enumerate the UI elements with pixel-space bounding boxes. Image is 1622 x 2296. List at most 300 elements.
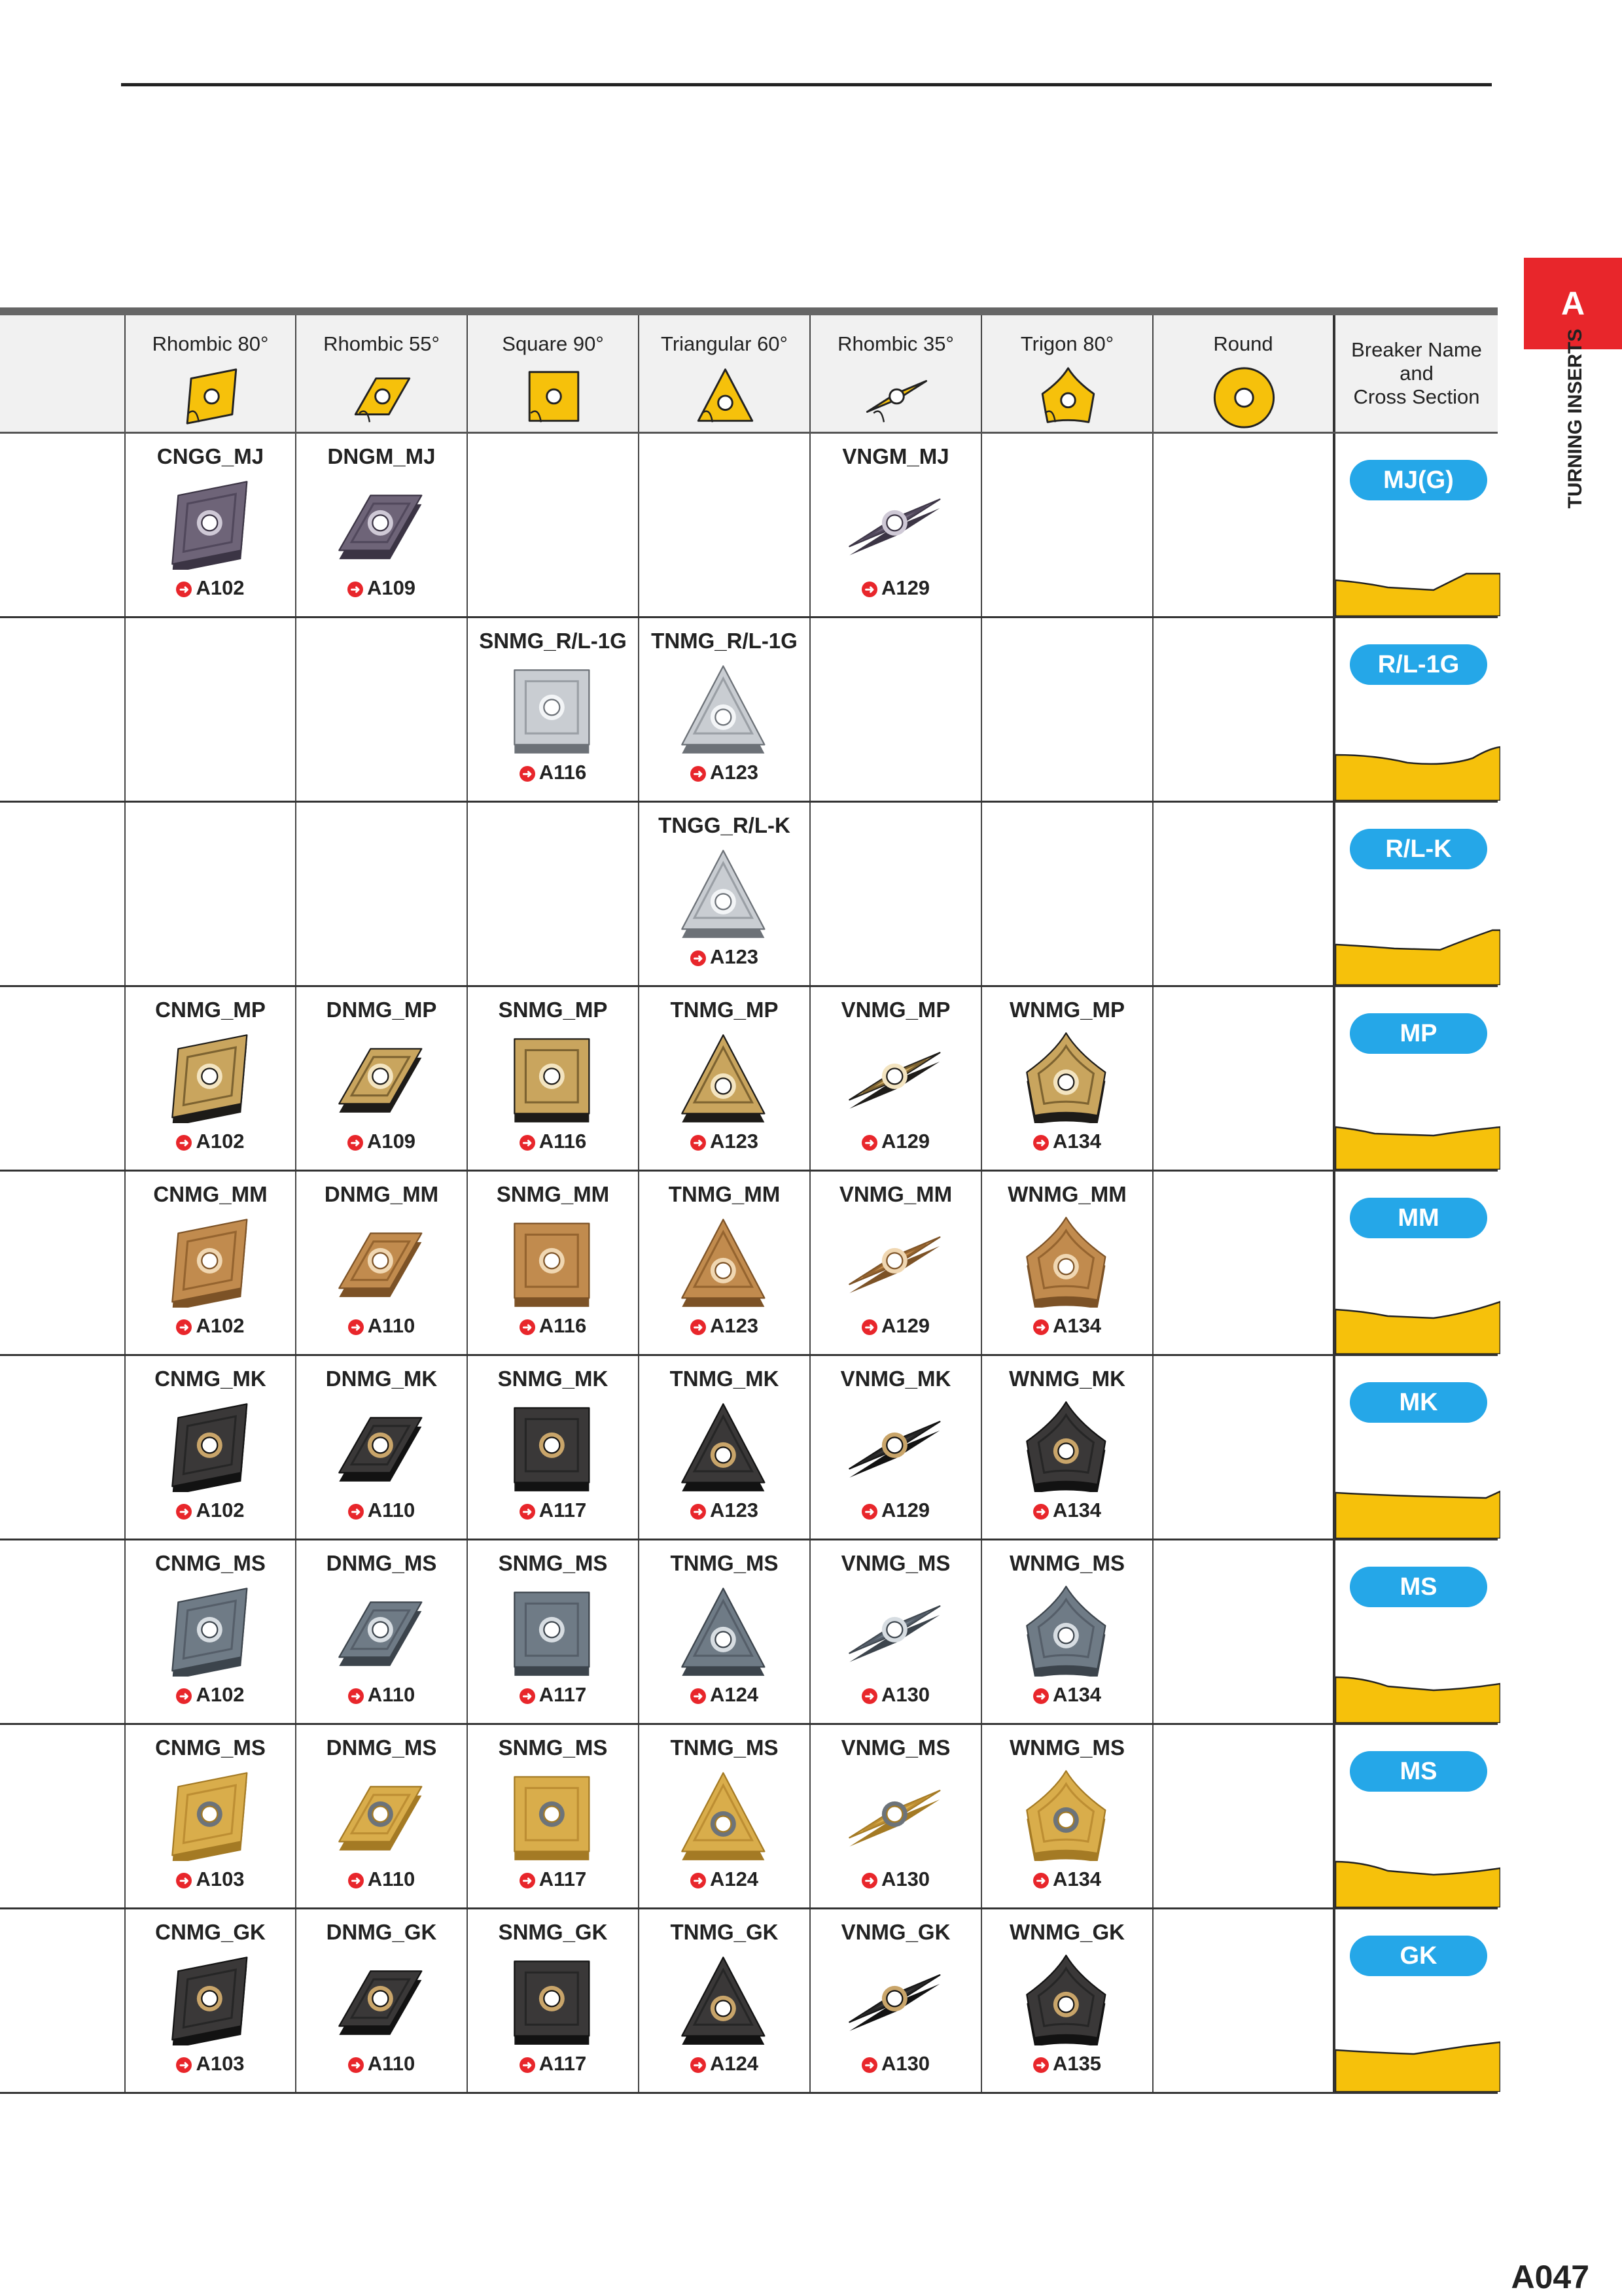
page-reference-label: A109: [366, 1130, 416, 1153]
insert-cell[interactable]: [981, 987, 1152, 1170]
insert-code: VNMG_MS: [841, 1551, 951, 1575]
page-reference[interactable]: [639, 1130, 809, 1153]
empty-cell: [124, 618, 295, 801]
breaker-badge[interactable]: GK: [1350, 1936, 1487, 1976]
trigon-80-icon: [1018, 362, 1116, 434]
arrow-right-icon: ➜: [1033, 1319, 1049, 1335]
breaker-badge[interactable]: MJ(G): [1350, 460, 1487, 500]
page-reference-label: A134: [1052, 1130, 1102, 1153]
table-row: [0, 1725, 1498, 1909]
insert-cell[interactable]: [809, 987, 981, 1170]
breaker-badge[interactable]: R/L-K: [1350, 829, 1487, 869]
insert-photo: [316, 1954, 447, 2045]
page-reference[interactable]: [468, 1499, 638, 1522]
insert-cell[interactable]: [124, 434, 295, 616]
page-reference-label: A135: [1052, 2052, 1102, 2075]
top-rule: [121, 83, 1492, 86]
arrow-right-icon: ➜: [1033, 1688, 1049, 1704]
page-reference[interactable]: [468, 1314, 638, 1338]
page-reference[interactable]: [982, 1683, 1152, 1707]
cross-section-profile: [1335, 1467, 1500, 1539]
breaker-cell: [1333, 987, 1498, 1170]
insert-code: TNGG_R/L-K: [658, 813, 790, 837]
insert-code: SNMG_MS: [498, 1551, 608, 1575]
page-reference[interactable]: [982, 1314, 1152, 1338]
page-reference[interactable]: [126, 1683, 295, 1707]
page-reference[interactable]: [639, 945, 809, 969]
section-tab[interactable]: A: [1524, 258, 1622, 349]
cross-section-profile: [1335, 1098, 1500, 1170]
page-reference[interactable]: [639, 1314, 809, 1338]
insert-photo: [487, 1954, 618, 2045]
page-reference-label: A102: [196, 1499, 245, 1522]
insert-photo: [145, 1216, 276, 1308]
arrow-right-icon: ➜: [520, 1135, 535, 1151]
column-header-1: [295, 315, 467, 432]
empty-cell: [1152, 434, 1333, 616]
insert-photo: [830, 478, 961, 570]
empty-cell: [1152, 1909, 1333, 2092]
insert-cell[interactable]: [981, 1540, 1152, 1723]
insert-cell[interactable]: [467, 1356, 638, 1539]
insert-code: VNGM_MJ: [842, 444, 949, 468]
insert-cell[interactable]: [638, 1540, 809, 1723]
page-reference-label: A117: [538, 1868, 587, 1890]
insert-cell[interactable]: [124, 1540, 295, 1723]
insert-code: WNMG_MP: [1010, 998, 1125, 1022]
page-reference-label: A117: [538, 1499, 587, 1522]
breaker-header-line2: and: [1400, 362, 1434, 385]
insert-photo: [830, 1585, 961, 1677]
breaker-badge[interactable]: MM: [1350, 1198, 1487, 1238]
insert-code: DNMG_GK: [326, 1920, 437, 1944]
insert-cell[interactable]: [638, 1356, 809, 1539]
insert-cell[interactable]: [295, 1909, 467, 2092]
column-header-label: Rhombic 80°: [152, 332, 269, 355]
arrow-right-icon: ➜: [176, 2057, 192, 2073]
page-reference-label: A110: [367, 1868, 415, 1890]
insert-photo: [145, 1954, 276, 2045]
page-reference[interactable]: [982, 2052, 1152, 2076]
square-90-icon: [504, 362, 602, 434]
insert-cell[interactable]: [981, 1909, 1152, 2092]
insert-photo: [1002, 1216, 1133, 1308]
page-reference-label: A102: [196, 1314, 245, 1337]
table-row: [0, 1356, 1498, 1540]
arrow-right-icon: ➜: [520, 766, 535, 782]
page-reference[interactable]: [811, 1868, 981, 1891]
page-reference[interactable]: [811, 2052, 981, 2076]
insert-cell[interactable]: [809, 1725, 981, 1907]
insert-cell[interactable]: [295, 1172, 467, 1354]
insert-cell[interactable]: [638, 1909, 809, 2092]
rhombic-55-icon: [332, 362, 431, 434]
page-reference-label: A134: [1052, 1499, 1102, 1522]
page-reference[interactable]: [126, 1499, 295, 1522]
page-reference-label: A129: [881, 1314, 930, 1337]
empty-cell: [1152, 1172, 1333, 1354]
insert-cell[interactable]: [638, 987, 809, 1170]
insert-code: CNGG_MJ: [156, 444, 264, 468]
breaker-badge[interactable]: MP: [1350, 1013, 1487, 1054]
page-reference[interactable]: [982, 1130, 1152, 1153]
column-header-6: [1152, 315, 1333, 432]
page-reference[interactable]: [296, 576, 467, 600]
insert-code: TNMG_GK: [670, 1920, 779, 1944]
insert-cell[interactable]: [124, 987, 295, 1170]
page-reference[interactable]: [126, 1868, 295, 1891]
breaker-cell: [1333, 434, 1498, 616]
arrow-right-icon: ➜: [348, 1688, 364, 1704]
insert-cell[interactable]: [981, 1356, 1152, 1539]
page-reference-label: A123: [709, 945, 759, 968]
page-reference-label: A130: [881, 1868, 930, 1890]
insert-cell[interactable]: [295, 434, 467, 616]
page-reference[interactable]: [468, 2052, 638, 2076]
insert-cell[interactable]: [638, 1172, 809, 1354]
insert-table: [0, 307, 1498, 2094]
insert-cell[interactable]: [124, 1172, 295, 1354]
insert-photo: [830, 1032, 961, 1123]
insert-code: CNMG_MS: [155, 1735, 266, 1760]
insert-code: SNMG_MM: [496, 1182, 610, 1206]
arrow-right-icon: ➜: [862, 1688, 877, 1704]
insert-photo: [830, 1769, 961, 1861]
insert-photo: [145, 1769, 276, 1861]
page-number: A047: [1511, 2259, 1589, 2295]
insert-cell[interactable]: [295, 987, 467, 1170]
column-header-3: [638, 315, 809, 432]
page-reference-label: A117: [538, 1683, 587, 1706]
insert-photo: [145, 478, 276, 570]
page-reference[interactable]: [639, 1499, 809, 1522]
insert-photo: [487, 1216, 618, 1308]
column-header-0: [124, 315, 295, 432]
arrow-right-icon: ➜: [520, 1873, 535, 1888]
insert-photo: [1002, 1585, 1133, 1677]
column-header-label: Round: [1213, 332, 1273, 355]
insert-photo: [145, 1585, 276, 1677]
insert-cell[interactable]: [981, 1725, 1152, 1907]
arrow-right-icon: ➜: [690, 950, 706, 966]
empty-cell: [124, 803, 295, 985]
page-reference[interactable]: [811, 1314, 981, 1338]
page-reference[interactable]: [811, 1683, 981, 1707]
page-reference-label: A123: [709, 761, 759, 784]
arrow-right-icon: ➜: [690, 2057, 706, 2073]
insert-cell[interactable]: [809, 1356, 981, 1539]
insert-cell[interactable]: [981, 1172, 1152, 1354]
arrow-right-icon: ➜: [862, 1873, 877, 1888]
arrow-right-icon: ➜: [348, 1873, 364, 1888]
empty-cell: [638, 434, 809, 616]
insert-cell[interactable]: [295, 1540, 467, 1723]
page-reference[interactable]: [811, 1499, 981, 1522]
insert-photo: [316, 1032, 447, 1123]
breaker-cell: [1333, 1909, 1498, 2092]
insert-photo: [145, 1400, 276, 1492]
table-row: [0, 434, 1498, 618]
insert-code: CNMG_MP: [155, 998, 266, 1022]
breaker-header-line3: Cross Section: [1353, 385, 1480, 408]
page-reference[interactable]: [468, 1868, 638, 1891]
arrow-right-icon: ➜: [520, 1688, 535, 1704]
arrow-right-icon: ➜: [1033, 2057, 1049, 2073]
insert-cell[interactable]: [295, 1356, 467, 1539]
page-reference[interactable]: [296, 1499, 467, 1522]
page-reference[interactable]: [296, 1868, 467, 1891]
empty-cell: [1152, 1356, 1333, 1539]
insert-photo: [487, 1400, 618, 1492]
page-reference-label: A110: [367, 1683, 415, 1706]
page-reference[interactable]: [468, 1130, 638, 1153]
empty-cell: [467, 803, 638, 985]
empty-cell: [981, 434, 1152, 616]
page-reference[interactable]: [296, 2052, 467, 2076]
empty-cell: [467, 434, 638, 616]
arrow-right-icon: ➜: [690, 766, 706, 782]
insert-photo: [659, 1032, 790, 1123]
insert-code: CNMG_GK: [155, 1920, 266, 1944]
page-reference-label: A134: [1052, 1868, 1102, 1890]
page-reference-label: A110: [367, 1314, 415, 1337]
insert-photo: [487, 1769, 618, 1861]
insert-code: DNGM_MJ: [327, 444, 436, 468]
page-reference-label: A110: [367, 2052, 415, 2075]
page-reference-label: A102: [196, 1130, 245, 1153]
rhombic-80-icon: [162, 362, 260, 434]
insert-code: DNMG_MM: [324, 1182, 439, 1206]
insert-code: CNMG_MM: [153, 1182, 268, 1206]
arrow-right-icon: ➜: [862, 1504, 877, 1520]
page-reference[interactable]: [982, 1499, 1152, 1522]
empty-cell: [981, 618, 1152, 801]
table-header: [0, 315, 1498, 434]
insert-cell[interactable]: [638, 618, 809, 801]
insert-cell[interactable]: [809, 1909, 981, 2092]
page-reference[interactable]: [468, 1683, 638, 1707]
insert-cell[interactable]: [124, 1356, 295, 1539]
page-reference-label: A123: [709, 1130, 759, 1153]
page-reference[interactable]: [126, 1314, 295, 1338]
breaker-badge[interactable]: R/L-1G: [1350, 644, 1487, 685]
insert-code: WNMG_MK: [1009, 1366, 1125, 1391]
page-reference-label: A116: [538, 1130, 587, 1153]
insert-code: WNMG_MM: [1008, 1182, 1127, 1206]
insert-cell[interactable]: [124, 1725, 295, 1907]
page-reference-label: A134: [1052, 1314, 1102, 1337]
page-reference-label: A129: [881, 1130, 930, 1153]
insert-code: DNMG_MS: [326, 1735, 437, 1760]
page-reference-label: A102: [196, 1683, 245, 1706]
cross-section-profile: [1335, 2020, 1500, 2092]
page-reference-label: A123: [709, 1314, 759, 1337]
insert-photo: [659, 1769, 790, 1861]
round-icon: [1194, 362, 1292, 434]
triangular-60-icon: [675, 362, 773, 434]
insert-photo: [316, 478, 447, 570]
insert-code: WNMG_MS: [1010, 1735, 1125, 1760]
breaker-badge[interactable]: MS: [1350, 1751, 1487, 1792]
insert-code: VNMG_MK: [840, 1366, 951, 1391]
page-reference[interactable]: [811, 1130, 981, 1153]
insert-code: TNMG_MK: [669, 1366, 779, 1391]
column-header-5: [981, 315, 1152, 432]
table-row: [0, 1909, 1498, 2094]
page-reference[interactable]: [126, 1130, 295, 1153]
page-reference[interactable]: [639, 761, 809, 784]
table-body: [0, 434, 1498, 2094]
breaker-cell: [1333, 618, 1498, 801]
insert-cell[interactable]: [638, 1725, 809, 1907]
page-reference-label: A123: [709, 1499, 759, 1522]
insert-photo: [316, 1769, 447, 1861]
empty-cell: [809, 618, 981, 801]
cross-section-profile: [1335, 1282, 1500, 1354]
page-reference-label: A103: [196, 2052, 245, 2075]
insert-photo: [659, 1400, 790, 1492]
breaker-badge[interactable]: MK: [1350, 1382, 1487, 1423]
insert-cell[interactable]: [295, 1725, 467, 1907]
page-reference-label: A103: [196, 1868, 245, 1890]
page-reference-label: A130: [881, 1683, 930, 1706]
page-reference[interactable]: [126, 576, 295, 600]
page-reference-label: A129: [881, 576, 930, 599]
arrow-right-icon: ➜: [348, 1504, 364, 1520]
column-header-2: [467, 315, 638, 432]
insert-cell[interactable]: [124, 1909, 295, 2092]
empty-cell: [981, 803, 1152, 985]
arrow-right-icon: ➜: [1033, 1873, 1049, 1888]
arrow-right-icon: ➜: [176, 1135, 192, 1151]
page-reference[interactable]: [982, 1868, 1152, 1891]
breaker-cell: [1333, 1172, 1498, 1354]
insert-photo: [1002, 1400, 1133, 1492]
page-reference-label: A124: [709, 1683, 759, 1706]
arrow-right-icon: ➜: [690, 1135, 706, 1151]
insert-cell[interactable]: [809, 1172, 981, 1354]
arrow-right-icon: ➜: [690, 1504, 706, 1520]
insert-code: SNMG_MP: [498, 998, 608, 1022]
insert-photo: [487, 663, 618, 754]
table-row: [0, 803, 1498, 987]
table-top-rule: [0, 307, 1498, 315]
page-reference[interactable]: [639, 2052, 809, 2076]
insert-cell[interactable]: [809, 1540, 981, 1723]
empty-cell: [1152, 803, 1333, 985]
page-reference-label: A109: [366, 576, 416, 599]
insert-photo: [1002, 1032, 1133, 1123]
insert-photo: [1002, 1769, 1133, 1861]
arrow-right-icon: ➜: [862, 1319, 877, 1335]
insert-photo: [659, 1954, 790, 2045]
page-reference[interactable]: [468, 761, 638, 784]
page-reference-label: A124: [709, 2052, 759, 2075]
insert-code: CNMG_MS: [155, 1551, 266, 1575]
column-header-label: Triangular 60°: [661, 332, 788, 355]
page-reference-label: A102: [196, 576, 245, 599]
arrow-right-icon: ➜: [1033, 1135, 1049, 1151]
arrow-right-icon: ➜: [347, 1135, 363, 1151]
arrow-right-icon: ➜: [520, 1504, 535, 1520]
arrow-right-icon: ➜: [1033, 1504, 1049, 1520]
insert-cell[interactable]: [467, 1725, 638, 1907]
table-row: [0, 987, 1498, 1172]
insert-code: SNMG_MS: [498, 1735, 608, 1760]
page-reference[interactable]: [126, 2052, 295, 2076]
empty-cell: [295, 618, 467, 801]
insert-photo: [830, 1954, 961, 2045]
insert-code: VNMG_GK: [841, 1920, 951, 1944]
insert-code: TNMG_MS: [670, 1735, 779, 1760]
arrow-right-icon: ➜: [690, 1873, 706, 1888]
section-label: TURNING INSERTS: [1564, 328, 1586, 509]
arrow-right-icon: ➜: [690, 1688, 706, 1704]
page-reference[interactable]: [639, 1683, 809, 1707]
empty-cell: [809, 803, 981, 985]
page-reference[interactable]: [639, 1868, 809, 1891]
cross-section-profile: [1335, 544, 1500, 616]
arrow-right-icon: ➜: [347, 582, 363, 597]
page-reference[interactable]: [296, 1683, 467, 1707]
insert-code: VNMG_MP: [841, 998, 951, 1022]
page-reference[interactable]: [811, 576, 981, 600]
insert-cell[interactable]: [467, 987, 638, 1170]
breaker-cell: [1333, 1356, 1498, 1539]
arrow-right-icon: ➜: [348, 2057, 364, 2073]
empty-cell: [1152, 618, 1333, 801]
insert-cell[interactable]: [467, 618, 638, 801]
column-header-label: Rhombic 55°: [323, 332, 440, 355]
arrow-right-icon: ➜: [348, 1319, 364, 1335]
arrow-right-icon: ➜: [176, 1688, 192, 1704]
rhombic-35-icon: [847, 362, 945, 434]
cross-section-profile: [1335, 729, 1500, 801]
cross-section-profile: [1335, 913, 1500, 985]
empty-cell: [1152, 987, 1333, 1170]
insert-photo: [659, 663, 790, 754]
cross-section-profile: [1335, 1651, 1500, 1723]
insert-photo: [830, 1400, 961, 1492]
page-reference-label: A110: [367, 1499, 415, 1522]
table-row: [0, 618, 1498, 803]
insert-code: WNMG_MS: [1010, 1551, 1125, 1575]
insert-cell[interactable]: [467, 1172, 638, 1354]
insert-code: SNMG_MK: [497, 1366, 608, 1391]
arrow-right-icon: ➜: [176, 1873, 192, 1888]
insert-photo: [659, 1216, 790, 1308]
empty-cell: [1152, 1540, 1333, 1723]
insert-cell[interactable]: [467, 1909, 638, 2092]
page-reference[interactable]: [296, 1130, 467, 1153]
arrow-right-icon: ➜: [176, 582, 192, 597]
insert-code: SNMG_R/L-1G: [479, 629, 627, 653]
breaker-cell: [1333, 1725, 1498, 1907]
insert-photo: [316, 1585, 447, 1677]
breaker-header: [1333, 315, 1498, 432]
page-reference-label: A134: [1052, 1683, 1102, 1706]
breaker-badge[interactable]: MS: [1350, 1567, 1487, 1607]
insert-cell[interactable]: [467, 1540, 638, 1723]
insert-cell[interactable]: [809, 434, 981, 616]
page-reference[interactable]: [296, 1314, 467, 1338]
insert-code: WNMG_GK: [1010, 1920, 1125, 1944]
page-reference-label: A124: [709, 1868, 759, 1890]
insert-photo: [145, 1032, 276, 1123]
insert-cell[interactable]: [638, 803, 809, 985]
empty-cell: [295, 803, 467, 985]
page-reference-label: A117: [538, 2052, 587, 2075]
